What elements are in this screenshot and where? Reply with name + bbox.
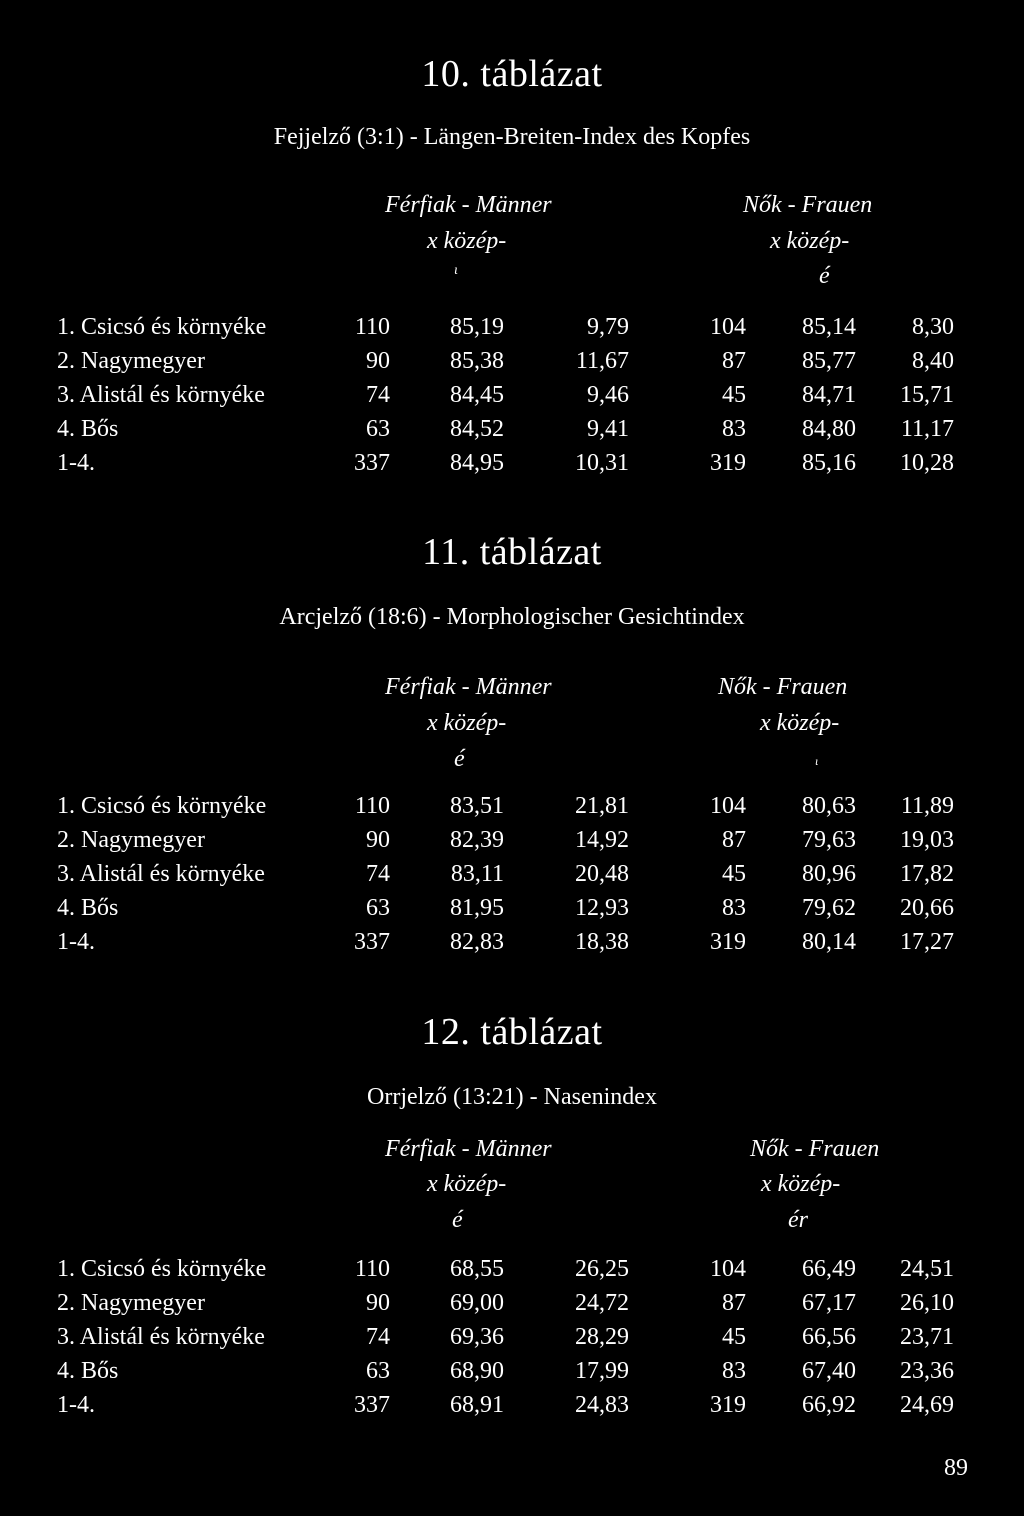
men-mean: 83,11 xyxy=(450,861,504,887)
row-label: 4. Bős xyxy=(57,416,119,442)
table-11-title: 11. táblázat xyxy=(422,531,602,573)
women-sd: 11,89 xyxy=(900,793,954,819)
row-label: 3. Alistál és környéke xyxy=(57,861,265,887)
women-sd: 17,82 xyxy=(900,861,954,887)
men-count: 337 xyxy=(354,1392,390,1418)
women-mean: 79,62 xyxy=(802,895,856,921)
table-11-row xyxy=(0,827,1024,861)
table-11-men-mark: é xyxy=(454,746,465,772)
table-11-women-subheader: x közép- xyxy=(760,710,840,736)
row-label: 2. Nagymegyer xyxy=(57,348,205,374)
men-count: 63 xyxy=(366,416,390,442)
women-count: 83 xyxy=(722,416,746,442)
table-11-row xyxy=(0,895,1024,929)
men-count: 110 xyxy=(354,1256,390,1282)
table-10-men-subheader: x közép- xyxy=(427,228,507,254)
men-count: 90 xyxy=(366,1290,390,1316)
table-10-women-header: Nők - Frauen xyxy=(743,192,873,218)
women-mean: 66,92 xyxy=(802,1392,856,1418)
women-count: 104 xyxy=(710,314,746,340)
men-sd: 11,67 xyxy=(575,348,629,374)
row-label: 3. Alistál és környéke xyxy=(57,1324,265,1350)
men-count: 74 xyxy=(366,382,390,408)
women-count: 87 xyxy=(722,348,746,374)
table-12-women-header: Nők - Frauen xyxy=(750,1136,880,1162)
table-11-row xyxy=(0,861,1024,895)
men-count: 337 xyxy=(354,929,390,955)
men-count: 63 xyxy=(366,1358,390,1384)
men-sd: 20,48 xyxy=(575,861,629,887)
men-mean: 84,52 xyxy=(450,416,504,442)
men-mean: 85,19 xyxy=(450,314,504,340)
men-count: 337 xyxy=(354,450,390,476)
women-count: 319 xyxy=(710,1392,746,1418)
women-count: 45 xyxy=(722,1324,746,1350)
men-sd: 21,81 xyxy=(575,793,629,819)
women-mean: 84,80 xyxy=(802,416,856,442)
women-sd: 15,71 xyxy=(900,382,954,408)
women-mean: 67,17 xyxy=(802,1290,856,1316)
table-12-men-subheader: x közép- xyxy=(427,1171,507,1197)
women-sd: 20,66 xyxy=(900,895,954,921)
men-sd: 10,31 xyxy=(575,450,629,476)
women-sd: 24,51 xyxy=(900,1256,954,1282)
women-sd: 11,17 xyxy=(900,416,954,442)
men-mean: 68,55 xyxy=(450,1256,504,1282)
table-12-row xyxy=(0,1256,1024,1290)
women-sd: 17,27 xyxy=(900,929,954,955)
row-label: 1. Csicsó és környéke xyxy=(57,1256,267,1282)
women-sd: 24,69 xyxy=(900,1392,954,1418)
men-mean: 83,51 xyxy=(450,793,504,819)
women-sd: 8,30 xyxy=(912,314,954,340)
women-mean: 66,49 xyxy=(802,1256,856,1282)
women-count: 319 xyxy=(710,929,746,955)
table-10-men-header: Férfiak - Männer xyxy=(385,192,552,218)
men-mean: 84,95 xyxy=(450,450,504,476)
women-mean: 84,71 xyxy=(802,382,856,408)
men-mean: 68,90 xyxy=(450,1358,504,1384)
women-sd: 8,40 xyxy=(912,348,954,374)
table-11-men-subheader: x közép- xyxy=(427,710,507,736)
women-count: 104 xyxy=(710,793,746,819)
women-count: 45 xyxy=(722,861,746,887)
women-sd: 23,36 xyxy=(900,1358,954,1384)
table-11-subtitle: Arcjelző (18:6) - Morphologischer Gesichtindex xyxy=(279,604,745,630)
table-12-title: 12. táblázat xyxy=(421,1011,603,1053)
men-count: 110 xyxy=(354,793,390,819)
table-10-subtitle: Fejjelző (3:1) - Längen-Breiten-Index des Kopfes xyxy=(273,124,751,150)
women-count: 83 xyxy=(722,895,746,921)
table-12-row xyxy=(0,1290,1024,1324)
women-mean: 85,16 xyxy=(802,450,856,476)
men-mean: 84,45 xyxy=(450,382,504,408)
row-label: 2. Nagymegyer xyxy=(57,1290,205,1316)
table-10-men-mark: ι xyxy=(454,263,458,278)
women-mean: 80,14 xyxy=(802,929,856,955)
women-mean: 80,63 xyxy=(802,793,856,819)
women-mean: 79,63 xyxy=(802,827,856,853)
women-count: 87 xyxy=(722,827,746,853)
row-label: 4. Bős xyxy=(57,895,119,921)
women-mean: 66,56 xyxy=(802,1324,856,1350)
table-11-row xyxy=(0,793,1024,827)
men-count: 74 xyxy=(366,1324,390,1350)
men-mean: 81,95 xyxy=(450,895,504,921)
row-label: 1-4. xyxy=(57,450,95,476)
men-mean: 69,00 xyxy=(450,1290,504,1316)
table-12-men-header: Férfiak - Männer xyxy=(385,1136,552,1162)
table-12-women-mark: ér xyxy=(788,1207,808,1233)
men-sd: 24,83 xyxy=(575,1392,629,1418)
men-count: 63 xyxy=(366,895,390,921)
men-sd: 28,29 xyxy=(575,1324,629,1350)
page-number: 89 xyxy=(944,1455,968,1481)
table-12-subtitle: Orrjelző (13:21) - Nasenindex xyxy=(367,1084,657,1110)
table-12-men-mark: é xyxy=(452,1207,463,1233)
men-count: 90 xyxy=(366,827,390,853)
women-count: 45 xyxy=(722,382,746,408)
table-11-women-mark: ι xyxy=(815,754,819,768)
men-mean: 69,36 xyxy=(450,1324,504,1350)
table-10-row xyxy=(0,416,1024,450)
row-label: 1. Csicsó és környéke xyxy=(57,314,267,340)
row-label: 1-4. xyxy=(57,929,95,955)
men-sd: 9,79 xyxy=(587,314,629,340)
men-sd: 12,93 xyxy=(575,895,629,921)
table-10-row xyxy=(0,382,1024,416)
men-mean: 68,91 xyxy=(450,1392,504,1418)
women-mean: 85,77 xyxy=(802,348,856,374)
row-label: 4. Bős xyxy=(57,1358,119,1384)
table-11-total-row xyxy=(0,929,1024,963)
women-sd: 19,03 xyxy=(900,827,954,853)
table-12-total-row xyxy=(0,1392,1024,1426)
table-10-women-subheader: x közép- xyxy=(770,228,850,254)
table-10-title: 10. táblázat xyxy=(421,53,603,95)
table-12-row xyxy=(0,1324,1024,1358)
men-sd: 24,72 xyxy=(575,1290,629,1316)
women-count: 319 xyxy=(710,450,746,476)
men-count: 74 xyxy=(366,861,390,887)
table-12-row xyxy=(0,1358,1024,1392)
row-label: 3. Alistál és környéke xyxy=(57,382,265,408)
men-mean: 82,39 xyxy=(450,827,504,853)
women-mean: 80,96 xyxy=(802,861,856,887)
men-sd: 17,99 xyxy=(575,1358,629,1384)
women-mean: 67,40 xyxy=(802,1358,856,1384)
table-11-women-header: Nők - Frauen xyxy=(718,674,848,700)
row-label: 1. Csicsó és környéke xyxy=(57,793,267,819)
women-count: 87 xyxy=(722,1290,746,1316)
women-count: 104 xyxy=(710,1256,746,1282)
table-12-women-subheader: x közép- xyxy=(761,1171,841,1197)
table-10-total-row xyxy=(0,450,1024,484)
men-count: 110 xyxy=(354,314,390,340)
men-count: 90 xyxy=(366,348,390,374)
men-sd: 9,41 xyxy=(587,416,629,442)
women-sd: 26,10 xyxy=(900,1290,954,1316)
women-sd: 23,71 xyxy=(900,1324,954,1350)
men-mean: 85,38 xyxy=(450,348,504,374)
table-11-men-header: Férfiak - Männer xyxy=(385,674,552,700)
row-label: 1-4. xyxy=(57,1392,95,1418)
women-count: 83 xyxy=(722,1358,746,1384)
row-label: 2. Nagymegyer xyxy=(57,827,205,853)
men-sd: 14,92 xyxy=(575,827,629,853)
table-10-row xyxy=(0,314,1024,348)
table-10-women-mark: é xyxy=(819,263,830,289)
men-sd: 9,46 xyxy=(587,382,629,408)
men-sd: 18,38 xyxy=(575,929,629,955)
men-mean: 82,83 xyxy=(450,929,504,955)
men-sd: 26,25 xyxy=(575,1256,629,1282)
women-sd: 10,28 xyxy=(900,450,954,476)
table-10-row xyxy=(0,348,1024,382)
women-mean: 85,14 xyxy=(802,314,856,340)
